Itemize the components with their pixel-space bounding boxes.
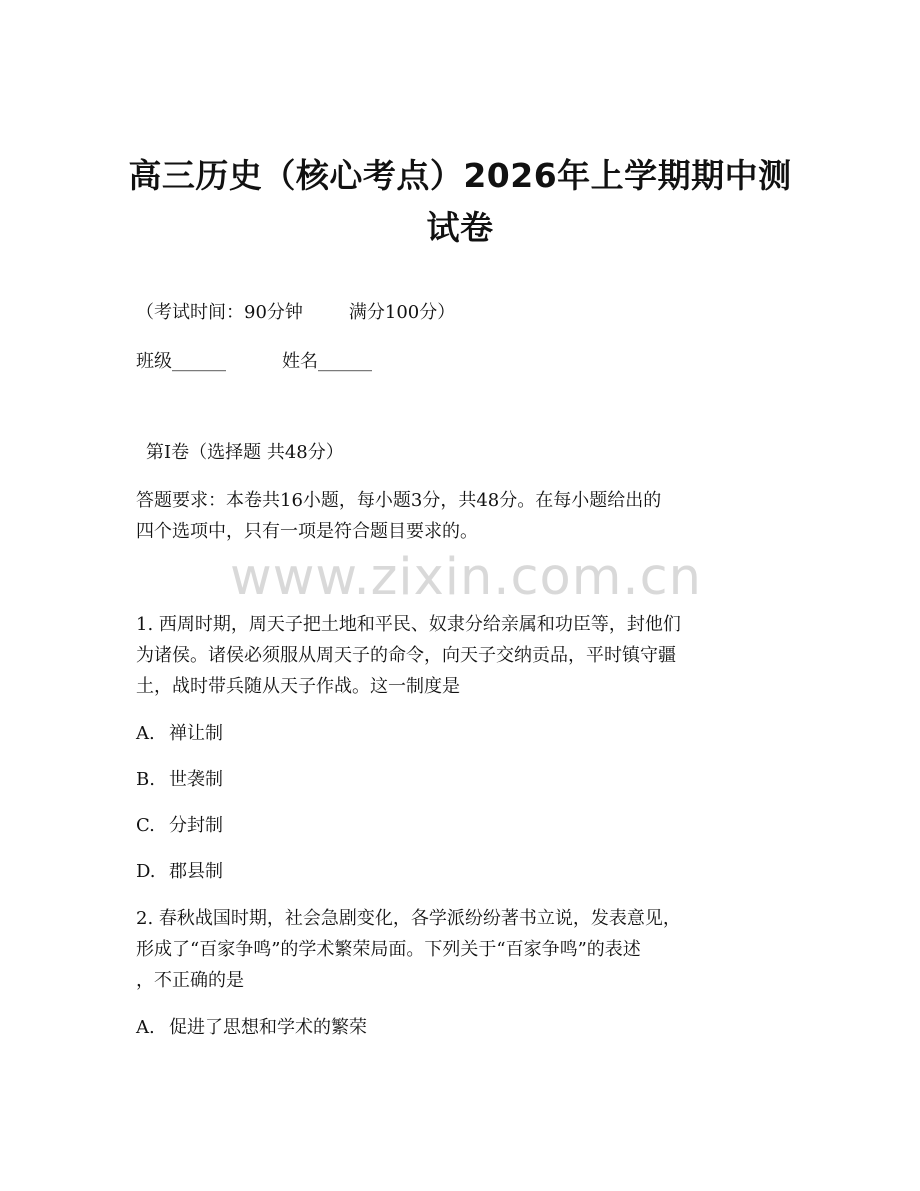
option-label: D. [136,861,156,882]
option-text: 促进了思想和学术的繁荣 [169,1017,367,1038]
question-1-option-a [136,721,223,747]
full-score: 满分100分） [348,302,456,323]
option-text: 世袭制 [169,769,223,790]
exam-info-line [136,300,455,326]
class-field: 班级______ [136,351,226,372]
document-title [60,150,860,254]
exam-time: （考试时间：90分钟 [136,302,303,323]
option-label: C. [136,815,155,836]
question-2-stem: 2. 春秋战国时期，社会急剧变化，各学派纷纷著书立说，发表意见， 形成了“百家争鸣”的学术繁荣局面。下列关于“百家争鸣”的表述 ，不正确的是 [136,908,681,991]
title-line-2: 试卷 [426,208,494,247]
question-1-option-d [136,859,223,885]
name-field: 姓名______ [282,351,372,372]
question-1-stem: 1. 西周时期，周天子把土地和平民、奴隶分给亲属和功臣等，封他们 为诸侯。诸侯必须服从周天子的命令，向天子交纳贡品，平时镇守疆 土，战时带兵随从天子作战。这一制度是 [136,614,681,697]
option-text: 分封制 [169,815,223,836]
watermark: www.zixin.com.cn [230,548,702,607]
question-2-option-a [136,1015,367,1041]
option-label: A. [136,1017,155,1038]
question-1-option-b [136,767,223,793]
section-title: 第Ⅰ卷（选择题 共48分） [146,442,344,463]
instructions: 答题要求：本卷共16小题，每小题3分，共48分。在每小题给出的 四个选项中，只有一项是符合题目要求的。 [136,490,662,542]
option-label: A. [136,723,155,744]
option-text: 禅让制 [169,723,223,744]
option-text: 郡县制 [169,861,223,882]
question-1-option-c [136,813,223,839]
student-info-line [136,349,372,375]
title-line-1: 高三历史（核心考点）2026年上学期期中测 [128,156,792,195]
option-label: B. [136,769,155,790]
